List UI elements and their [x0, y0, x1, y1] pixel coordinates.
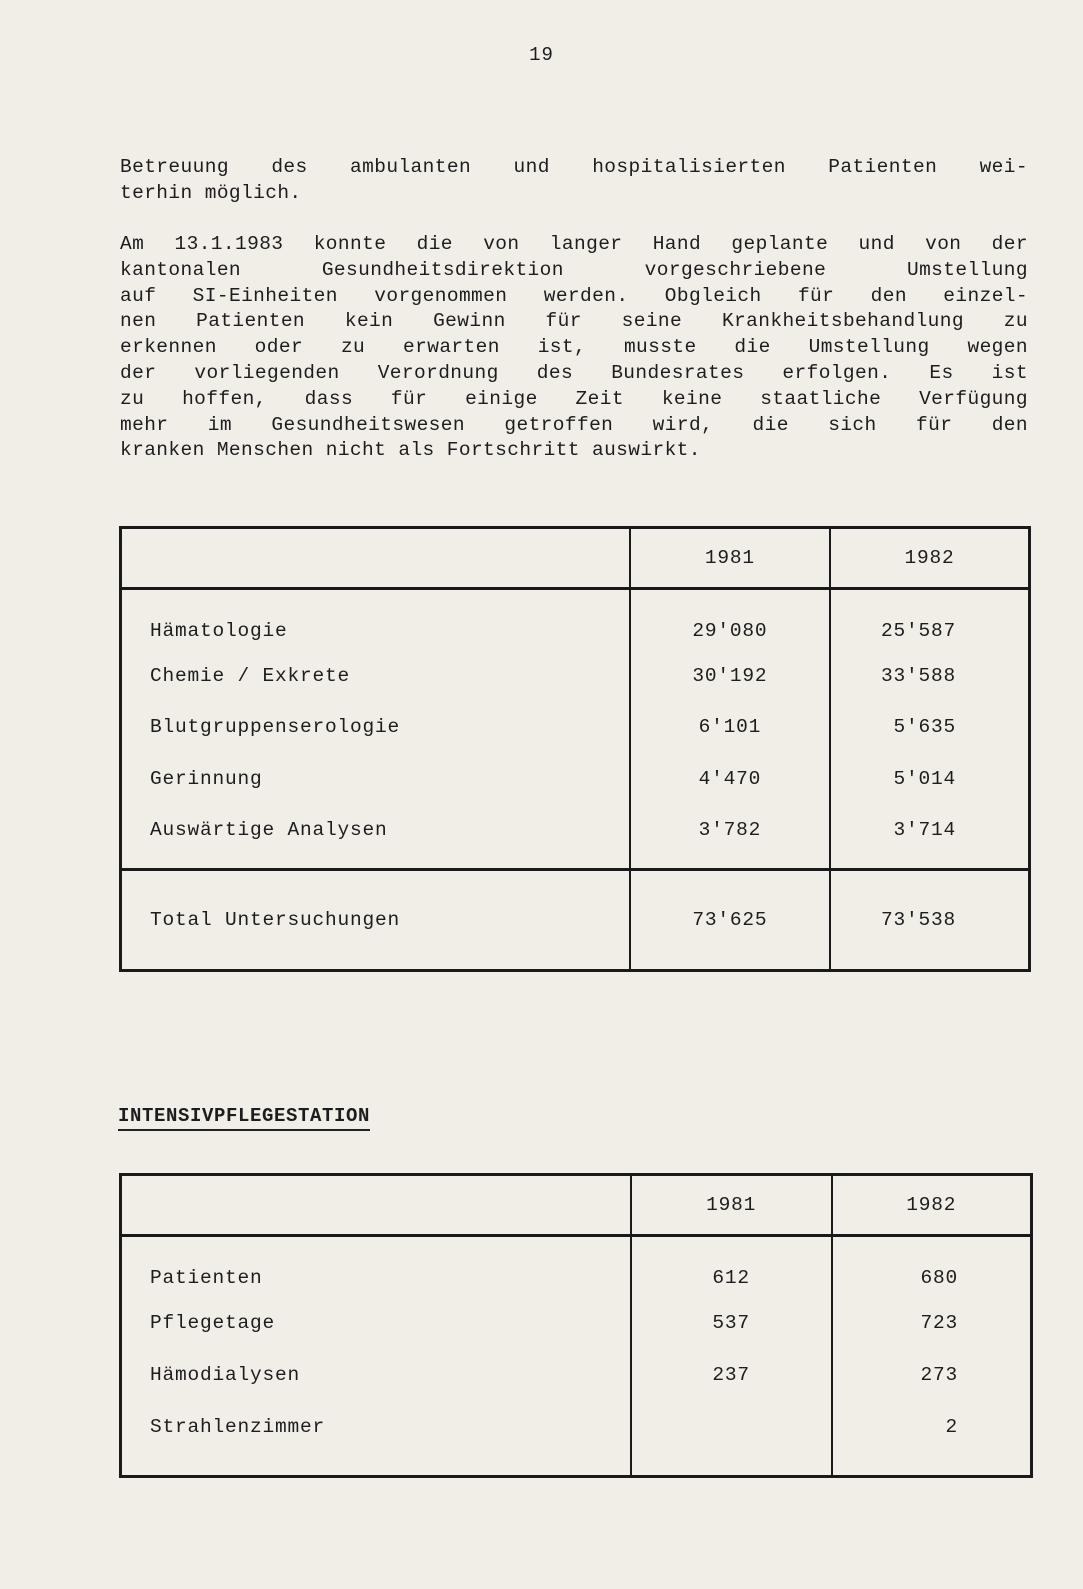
- row-label: Hämodialysen: [121, 1349, 631, 1401]
- header-cell-label: [121, 528, 630, 589]
- table-row: [121, 1349, 1032, 1401]
- header-cell-1982: 1982: [832, 1175, 1032, 1236]
- table-row: [121, 805, 1030, 857]
- row-label: Strahlenzimmer: [121, 1401, 631, 1453]
- text-line: zu hoffen, dass für einige Zeit keine staatliche Verfügung: [120, 387, 1028, 410]
- section-heading: INTENSIVPFLEGESTATION: [118, 1105, 370, 1131]
- value-1982: 5'014: [830, 753, 1029, 805]
- page-number: 19: [529, 44, 554, 66]
- total-label: Total Untersuchungen: [121, 870, 630, 971]
- row-label: Chemie / Exkrete: [121, 650, 630, 702]
- laboratory-statistics-table: [119, 526, 1031, 972]
- text-line: mehr im Gesundheitswesen getroffen wird, die sich für den: [120, 413, 1028, 436]
- value-1981: [631, 1401, 832, 1453]
- table-row: [121, 702, 1030, 754]
- header-cell-1981: 1981: [631, 1175, 832, 1236]
- table-spacer-row: [121, 856, 1030, 870]
- text-line: erkennen oder zu erwarten ist, musste die Umstellung wegen: [120, 336, 1028, 359]
- paragraph-1: [120, 155, 1028, 207]
- header-cell-1982: 1982: [830, 528, 1029, 589]
- row-label: Gerinnung: [121, 753, 630, 805]
- paragraph-2: [120, 232, 1028, 464]
- table-header-row: [121, 528, 1030, 589]
- text-line: terhin möglich.: [120, 181, 302, 204]
- row-label: Auswärtige Analysen: [121, 805, 630, 857]
- row-label: Hämatologie: [121, 589, 630, 651]
- value-1982: 33'588: [830, 650, 1029, 702]
- value-1981: 537: [631, 1297, 832, 1349]
- table-row: [121, 1297, 1032, 1349]
- value-1982: 5'635: [830, 702, 1029, 754]
- total-1982: 73'538: [830, 870, 1029, 971]
- row-label: Blutgruppenserologie: [121, 702, 630, 754]
- table-row: [121, 650, 1030, 702]
- row-label: Patienten: [121, 1236, 631, 1298]
- value-1982: 273: [832, 1349, 1032, 1401]
- value-1981: 3'782: [630, 805, 830, 857]
- table-row: [121, 589, 1030, 651]
- table-row: [121, 1236, 1032, 1298]
- text-line: auf SI-Einheiten vorgenommen werden. Obgleich für den einzel-: [120, 284, 1028, 307]
- table-row: [121, 753, 1030, 805]
- text-line: der vorliegenden Verordnung des Bundesrates erfolgen. Es ist: [120, 361, 1028, 384]
- header-cell-label: [121, 1175, 631, 1236]
- row-label: Pflegetage: [121, 1297, 631, 1349]
- text-line: Betreuung des ambulanten und hospitalisierten Patienten wei-: [120, 156, 1028, 178]
- value-1982: 25'587: [830, 589, 1029, 651]
- value-1982: 2: [832, 1401, 1032, 1453]
- value-1981: 30'192: [630, 650, 830, 702]
- text-line: Am 13.1.1983 konnte die von langer Hand geplante und von der: [120, 233, 1028, 255]
- text-line: kantonalen Gesundheitsdirektion vorgeschriebene Umstellung: [120, 258, 1028, 281]
- table-header-row: [121, 1175, 1032, 1236]
- value-1981: 29'080: [630, 589, 830, 651]
- intensive-care-table: [119, 1173, 1033, 1478]
- value-1981: 4'470: [630, 753, 830, 805]
- table-spacer-row: [121, 1453, 1032, 1477]
- value-1982: 680: [832, 1236, 1032, 1298]
- value-1982: 723: [832, 1297, 1032, 1349]
- text-line: kranken Menschen nicht als Fortschritt auswirkt.: [120, 439, 701, 462]
- table-total-row: [121, 870, 1030, 971]
- value-1981: 6'101: [630, 702, 830, 754]
- value-1981: 237: [631, 1349, 832, 1401]
- value-1981: 612: [631, 1236, 832, 1298]
- header-cell-1981: 1981: [630, 528, 830, 589]
- value-1982: 3'714: [830, 805, 1029, 857]
- total-1981: 73'625: [630, 870, 830, 971]
- text-line: nen Patienten kein Gewinn für seine Krankheitsbehandlung zu: [120, 310, 1028, 333]
- table-row: [121, 1401, 1032, 1453]
